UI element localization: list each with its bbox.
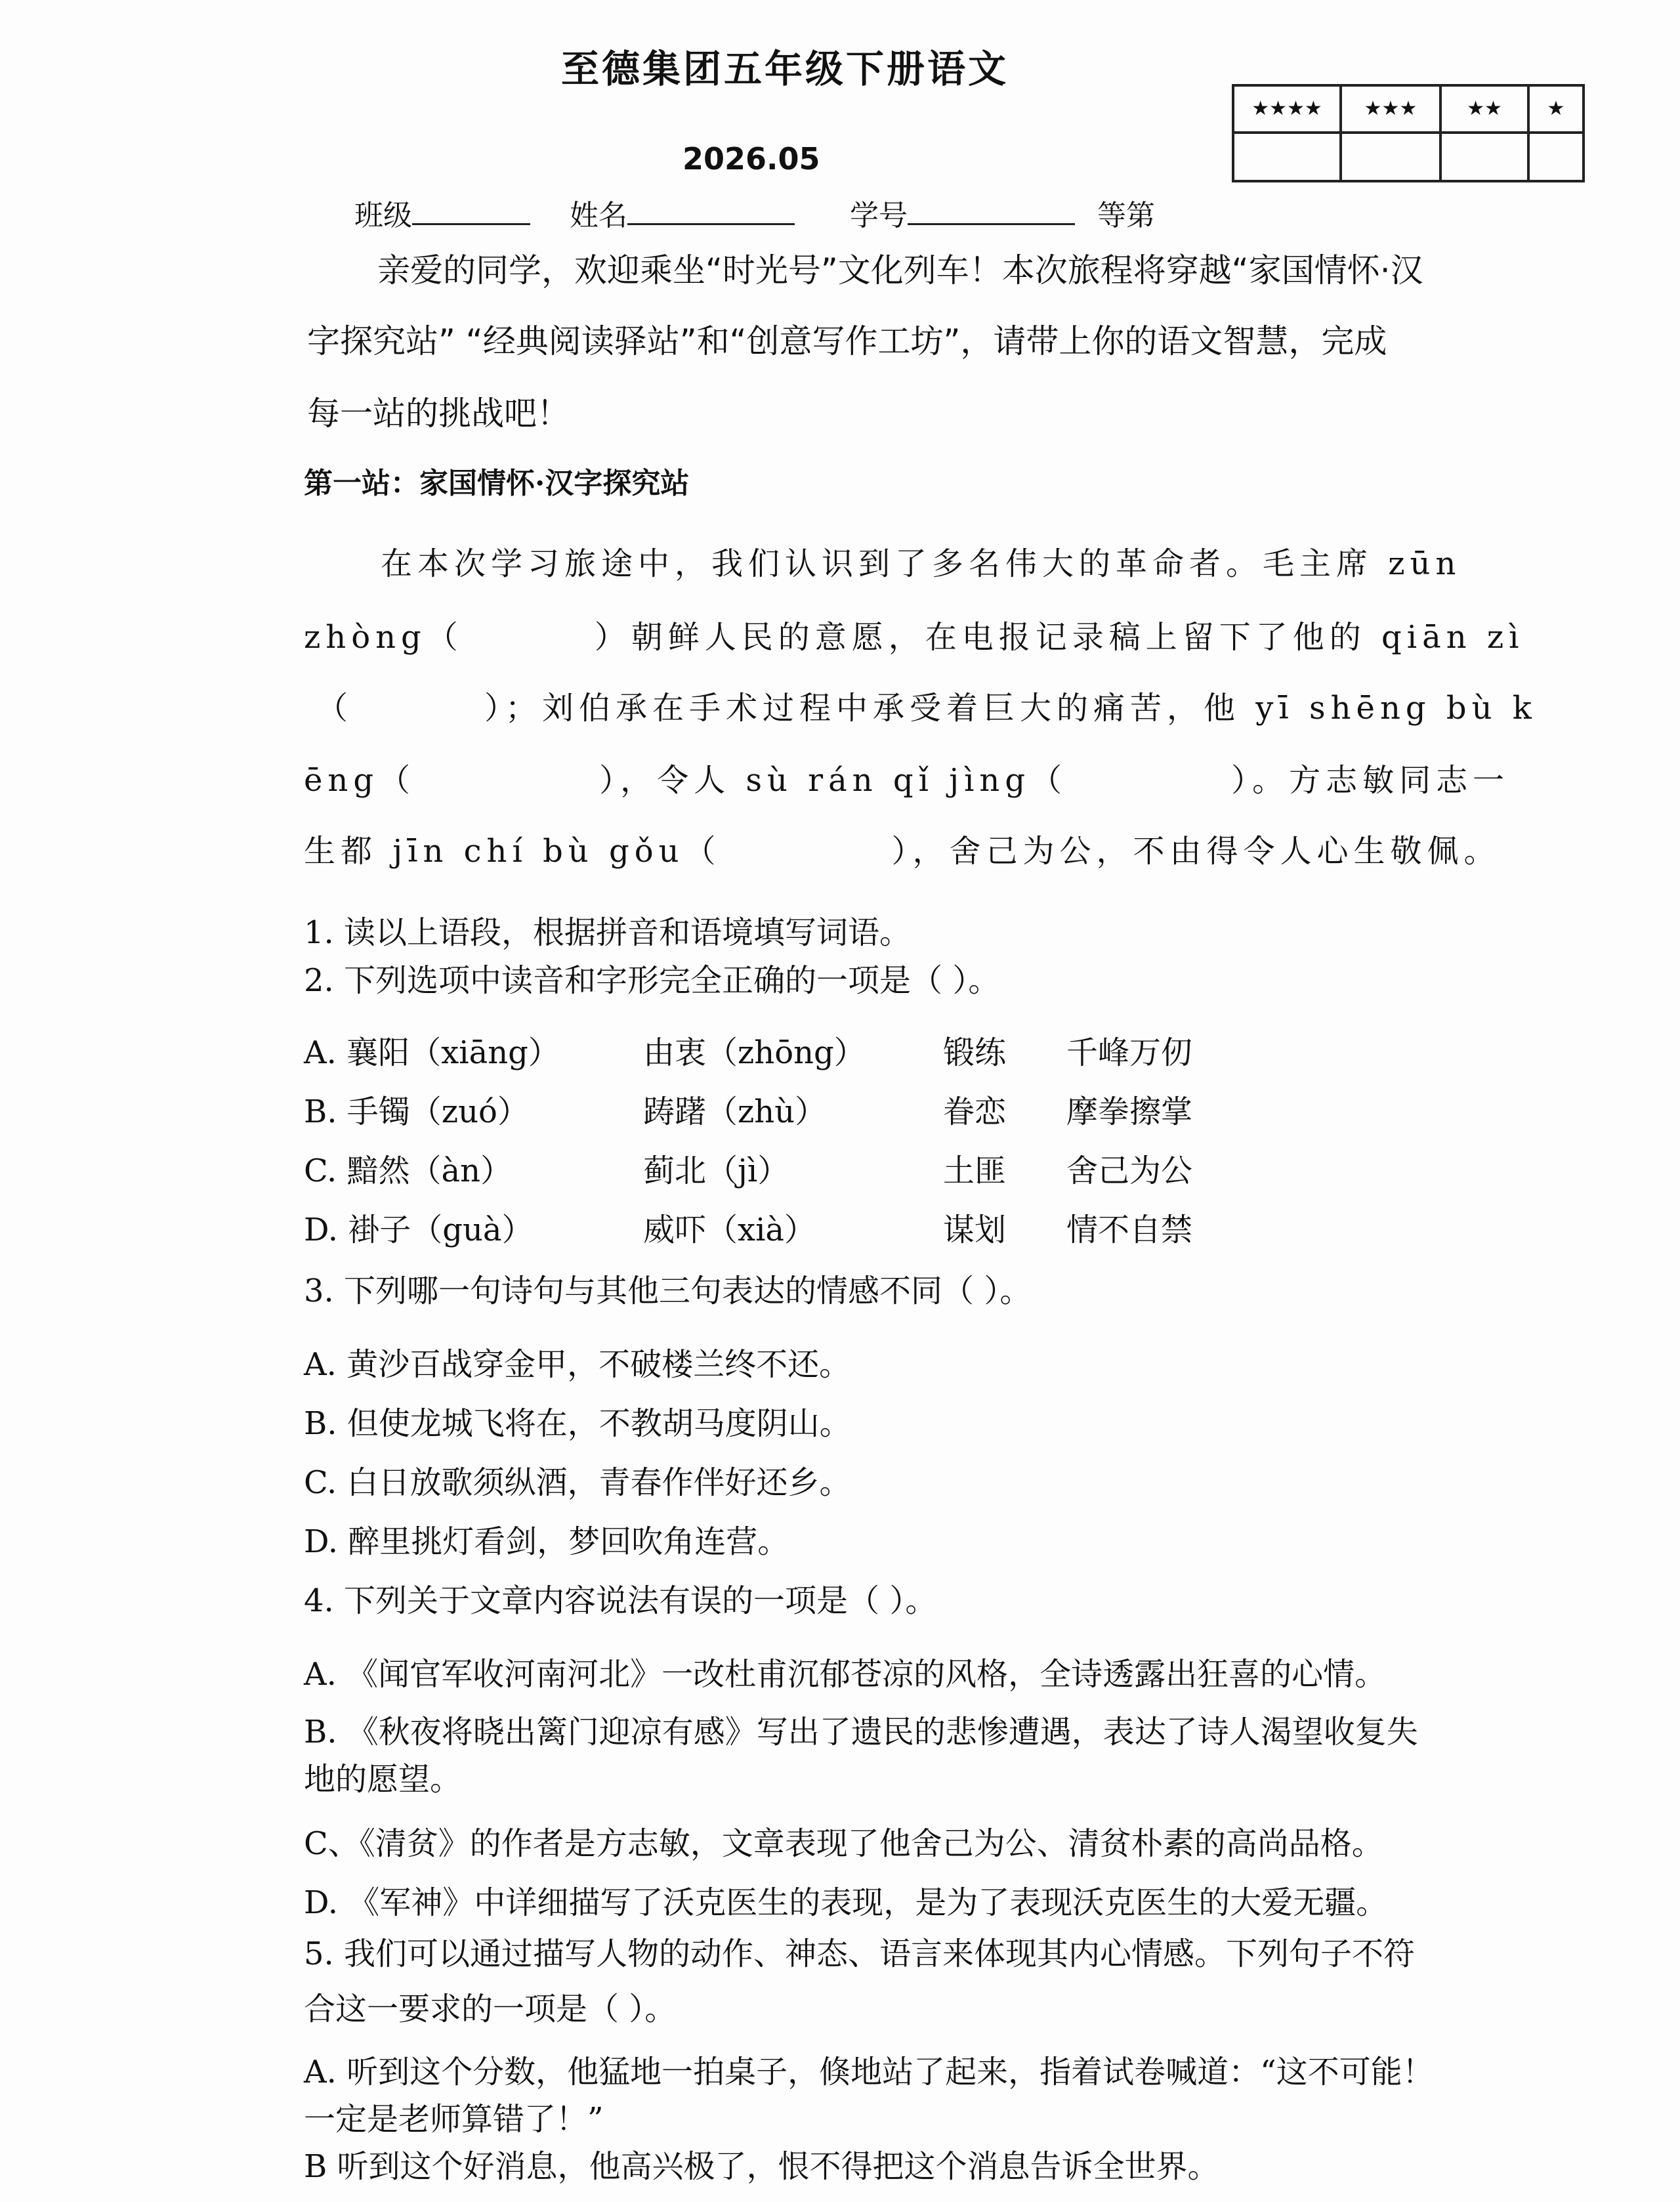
option-3d: D. 醉里挑灯看剑，梦回吹角连营。 [304, 1523, 789, 1560]
option-3c: C. 白日放歌须纵酒，青春作伴好还乡。 [304, 1464, 851, 1501]
option-3a: A. 黄沙百战穿金甲，不破楼兰终不还。 [304, 1346, 851, 1383]
option-2a-word-1: A. 襄阳（xiāng） [304, 1034, 560, 1071]
rating-3-stars: ★★★ [1341, 85, 1440, 133]
option-5a-line-1: A. 听到这个分数，他猛地一拍桌子，倏地站了起来，指着试卷喊道：“这不可能！ [304, 2054, 1434, 2090]
class-label: 班级 [354, 199, 412, 232]
option-2a-word-3: 锻练 [943, 1034, 1007, 1071]
intro-line-3: 每一站的挑战吧！ [307, 394, 570, 433]
option-2b-word-3: 眷恋 [943, 1093, 1007, 1130]
question-5-line-1: 5. 我们可以通过描写人物的动作、神态、语言来体现其内心情感。下列句子不符 [304, 1936, 1416, 1972]
option-4a: A. 《闻官军收河南河北》一改杜甫沉郁苍凉的风格，全诗透露出狂喜的心情。 [304, 1656, 1387, 1693]
page-title: 至德集团五年级下册语文 [561, 47, 1009, 91]
question-4: 4. 下列关于文章内容说法有误的一项是（ ）。 [304, 1582, 937, 1619]
rating-cell [1233, 133, 1341, 181]
rating-cell [1440, 133, 1528, 181]
passage-line-1: 在本次学习旅途中，我们认识到了多名伟大的革命者。毛主席 zūn [381, 545, 1461, 582]
passage-segment: ）朝鲜人民的意愿，在电报记录稿上留下了他的 qiān zì [594, 619, 1524, 656]
rating-cell [1341, 133, 1440, 181]
intro-line-2: 字探究站” “经典阅读驿站”和“创意写作工坊”，请带上你的语文智慧，完成 [307, 322, 1387, 360]
rating-cell [1528, 133, 1584, 181]
question-1: 1. 读以上语段，根据拼音和语境填写词语。 [304, 914, 912, 951]
passage-segment: （ [316, 690, 354, 727]
passage-line-2 [304, 612, 1524, 657]
option-2c-word-2: 蓟北（jì） [643, 1153, 789, 1189]
option-4d: D. 《军神》中详细描写了沃克医生的表现，是为了表现沃克医生的大爱无疆。 [304, 1884, 1388, 1921]
option-2d-word-2: 威吓（xià） [643, 1212, 816, 1248]
option-4b-line-2: 地的愿望。 [304, 1761, 462, 1798]
option-4b-line-1: B. 《秋夜将晓出篱门迎凉有感》写出了遗民的悲惨遭遇，表达了诗人渴望收复失 [304, 1714, 1418, 1750]
option-2b-word-4: 摩拳擦掌 [1066, 1093, 1193, 1130]
name-blank[interactable] [627, 197, 795, 225]
option-5b: B 听到这个好消息，他高兴极了，恨不得把这个消息告诉全世界。 [304, 2148, 1219, 2185]
question-2: 2. 下列选项中读音和字形完全正确的一项是（ ）。 [304, 962, 1000, 999]
grade-label: 等第 [1097, 199, 1155, 232]
passage-segment: ），令人 sù rán qǐ jìng（ [599, 762, 1068, 799]
passage-line-3 [316, 683, 1537, 728]
passage-segment: ēng（ [304, 762, 416, 799]
option-2a-word-2: 由衷（zhōng） [643, 1034, 866, 1071]
student-number-label: 学号 [850, 199, 908, 232]
option-2c-word-4: 舍己为公 [1066, 1153, 1193, 1189]
passage-segment: zhòng（ [304, 619, 463, 656]
student-number-field [850, 192, 1075, 234]
option-2a-word-4: 千峰万仞 [1066, 1034, 1193, 1071]
intro-line-1: 亲爱的同学，欢迎乘坐“时光号”文化列车！本次旅程将穿越“家国情怀·汉 [377, 251, 1423, 289]
rating-4-stars: ★★★★ [1233, 85, 1341, 133]
option-2d-word-1: D. 褂子（guà） [304, 1212, 534, 1248]
option-2c-word-1: C. 黯然（àn） [304, 1153, 513, 1189]
student-number-blank[interactable] [908, 197, 1075, 225]
class-field [354, 192, 530, 234]
option-4c: C、《清贫》的作者是方志敏，文章表现了他舍己为公、清贫朴素的高尚品格。 [304, 1825, 1383, 1862]
station-1-heading: 第一站：家国情怀·汉字探究站 [304, 467, 690, 500]
option-2b-word-1: B. 手镯（zuó） [304, 1093, 529, 1130]
passage-segment: 生都 jīn chí bù gǒu（ [304, 833, 721, 870]
question-3: 3. 下列哪一句诗句与其他三句表达的情感不同（ ）。 [304, 1273, 1032, 1309]
rating-table [1232, 84, 1585, 182]
option-2c-word-3: 土匪 [943, 1153, 1007, 1189]
option-2b-word-2: 踌躇（zhù） [643, 1093, 827, 1130]
name-label: 姓名 [570, 199, 627, 232]
option-5a-line-2: 一定是老师算错了！” [304, 2101, 604, 2138]
rating-2-stars: ★★ [1440, 85, 1528, 133]
passage-line-5 [304, 826, 1501, 871]
passage-segment: ）；刘伯承在手术过程中承受着巨大的痛苦，他 yī shēng bù k [484, 690, 1537, 727]
passage-segment: ）。方志敏同志一 [1231, 762, 1510, 799]
class-blank[interactable] [412, 197, 530, 225]
option-2d-word-4: 情不自禁 [1066, 1212, 1193, 1248]
question-5-line-2: 合这一要求的一项是（ ）。 [304, 1991, 677, 2027]
rating-1-star: ★ [1528, 85, 1584, 133]
name-field [570, 192, 795, 234]
option-3b: B. 但使龙城飞将在，不教胡马度阴山。 [304, 1405, 851, 1442]
passage-line-4 [304, 755, 1509, 800]
passage-segment: ），舍己为公，不由得令人心生敬佩。 [891, 833, 1501, 870]
option-2d-word-3: 谋划 [943, 1212, 1007, 1248]
exam-date: 2026.05 [682, 141, 820, 177]
